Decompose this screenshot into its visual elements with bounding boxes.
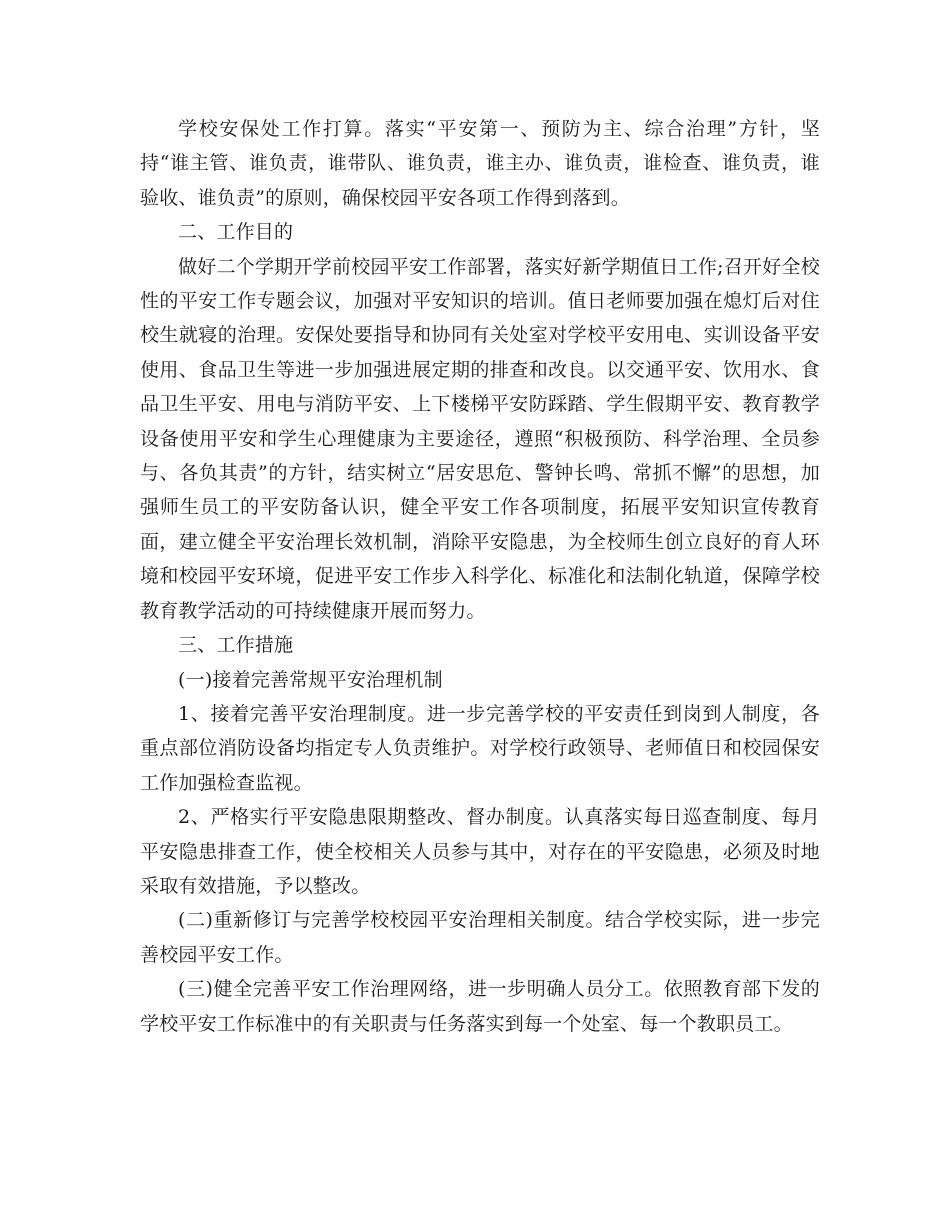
heading-work-goals: 二、工作目的 [178, 221, 294, 244]
paragraph-section-3: (三)健全完善平安工作治理网络，进一步明确人员分工。依照教育部下发的学校平安工作标准中的有关职责与任务落实到每一个处室、每一个教职员工。 [140, 978, 820, 1035]
heading-work-measures: 三、工作措施 [178, 634, 294, 657]
paragraph-intro: 学校安保处工作打算。落实“平安第一、预防为主、综合治理”方针，坚持“谁主管、谁负责，谁带队、谁负责，谁主办、谁负责，谁检查、谁负责，谁验收、谁负责”的原则，确保校园平安各项工作得到落到。 [140, 118, 820, 209]
paragraph-work-goals: 做好二个学期开学前校园平安工作部署，落实好新学期值日工作;召开好全校性的平安工作专题会议，加强对平安知识的培训。值日老师要加强在熄灯后对住校生就寝的治理。安保处要指导和协同有关处室对学校平安用电、实训设备平安使用、食品卫生等进一步加强进展定期的排查和改良。以交通平安、饮用水、食品卫生平安、用电与消防平安、上下楼梯平安防踩踏、学生假期平安、教育教学设备使用平安和学生心理健康为主要途径，遵照“积极预防、科学治理、全员参与、各负其责”的方针，结实树立“居安思危、警钟长鸣、常抓不懈”的思想，加强师生员工的平安防备认识，健全平安工作各项制度，拓展平安知识宣传教育面，建立健全平安治理长效机制，消除平安隐患，为全校师生创立良好的育人环境和校园平安环境，促进平安工作步入科学化、标准化和法制化轨道，保障学校教育教学活动的可持续健康开展而努力。 [140, 255, 820, 622]
document-body [140, 112, 820, 1041]
subheading-routine-mechanism: (一)接着完善常规平安治理机制 [178, 668, 443, 691]
paragraph-section-2: (二)重新修订与完善学校校园平安治理相关制度。结合学校实际，进一步完善校园平安工作。 [140, 909, 820, 966]
paragraph-item-2: 2、严格实行平安隐患限期整改、督办制度。认真落实每日巡查制度、每月平安隐患排查工作，使全校相关人员参与其中，对存在的平安隐患，必须及时地采取有效措施，予以整改。 [140, 806, 820, 897]
paragraph-item-1: 1、接着完善平安治理制度。进一步完善学校的平安责任到岗到人制度，各重点部位消防设备均指定专人负责维护。对学校行政领导、老师值日和校园保安工作加强检查监视。 [140, 702, 820, 794]
